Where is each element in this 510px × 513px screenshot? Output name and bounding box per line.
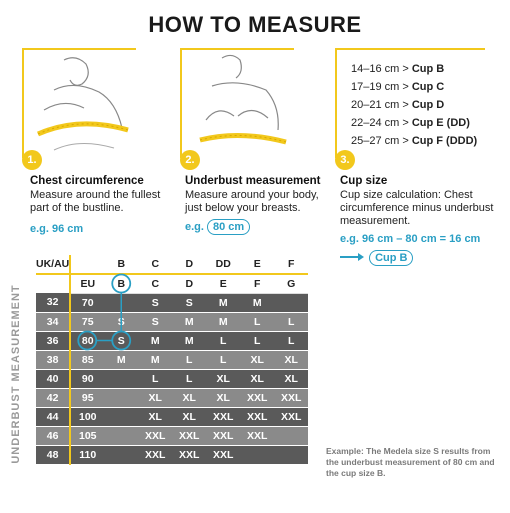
table-row [36,388,308,407]
table-header-cell [36,274,70,293]
step-3-example: e.g. 96 cm – 80 cm = 16 cm [340,233,481,245]
underbust-uk-cell: 40 [36,369,70,388]
size-cell: L [240,312,274,331]
underbust-eu-cell: 85 [70,350,104,369]
table-row [36,445,308,464]
step-2-heading: Underbust measurement [185,175,321,187]
size-cell [104,293,138,312]
table-header-cell: G [274,274,308,293]
table-header-cell: UK/AU [36,255,70,274]
size-cell [104,426,138,445]
size-cell: XXL [240,426,274,445]
size-cell: XXL [172,445,206,464]
size-cell: XL [138,407,172,426]
cup-range-row: 20–21 cm > Cup D [351,99,445,111]
underbust-uk-cell: 46 [36,426,70,445]
underbust-eu-cell: 95 [70,388,104,407]
step-3-text: Cup size calculation: Chest circumference minus underbust measurement. [340,189,494,227]
size-cell: S [104,331,138,350]
size-cell: XXL [206,407,240,426]
size-cell: M [172,312,206,331]
underbust-axis-label: UNDERBUST MEASUREMENT [10,284,22,464]
table-header-cell: F [274,255,308,274]
size-cell: XL [240,369,274,388]
underbust-uk-cell: 36 [36,331,70,350]
cup-range-row: 25–27 cm > Cup F (DDD) [351,135,478,147]
size-cell: L [138,369,172,388]
size-cell: XL [240,350,274,369]
size-cell: XXL [274,388,308,407]
table-row [36,369,308,388]
size-cell: M [138,331,172,350]
size-cell: M [206,293,240,312]
example-note: Example: The Medela size S results from the underbust measurement of 80 cm and the cup size B. [326,446,495,478]
table-header-row [36,274,308,293]
underbust-value-highlight: 80 cm [207,219,250,235]
table-row [36,293,308,312]
step-3-heading: Cup size [340,175,388,187]
size-cell [274,293,308,312]
size-cell: L [172,369,206,388]
underbust-uk-cell: 32 [36,293,70,312]
table-header-cell: B [104,274,138,293]
step-3-badge: 3. [335,150,355,170]
underbust-eu-cell: 80 [70,331,104,350]
table-header-cell: F [240,274,274,293]
table-header-cell: C [138,274,172,293]
size-cell: L [240,331,274,350]
underbust-uk-cell: 42 [36,388,70,407]
size-cell: M [104,350,138,369]
size-cell [104,407,138,426]
table-header-cell: D [172,255,206,274]
size-cell: XL [138,388,172,407]
size-cell [240,445,274,464]
size-cell: XXL [138,445,172,464]
size-cell: XXL [138,426,172,445]
size-cell: XXL [240,388,274,407]
table-header-cell: D [172,274,206,293]
size-cell [274,426,308,445]
cup-size-chart [335,48,485,158]
size-cell: L [274,331,308,350]
size-cell: S [138,293,172,312]
underbust-eu-cell: 70 [70,293,104,312]
size-cell: XXL [206,445,240,464]
table-header-cell: C [138,255,172,274]
size-cell: XL [206,388,240,407]
size-cell: L [206,350,240,369]
size-cell: S [172,293,206,312]
size-cell: L [274,312,308,331]
table-header-cell: B [104,255,138,274]
size-cell [104,445,138,464]
size-cell: M [206,312,240,331]
size-cell [104,388,138,407]
step-1-heading: Chest circumference [30,175,144,187]
size-cell: XL [172,388,206,407]
underbust-uk-cell: 48 [36,445,70,464]
size-cell: M [172,331,206,350]
table-row [36,426,308,445]
step-1-badge: 1. [22,150,42,170]
size-cell: XL [172,407,206,426]
step-1-text: Measure around the fullest part of the bustline. [30,189,161,214]
underbust-eu-cell: 105 [70,426,104,445]
underbust-eu-cell: 90 [70,369,104,388]
page-title: HOW TO MEASURE [148,12,362,37]
step-2-example: e.g. 80 cm [185,219,250,235]
size-cell: S [138,312,172,331]
size-cell: XXL [274,407,308,426]
chest-measure-illustration [22,48,136,158]
cup-range-row: 14–16 cm > Cup B [351,63,445,75]
size-cell: M [138,350,172,369]
table-header-cell: E [206,274,240,293]
step-3-result [340,250,413,266]
size-cell: XXL [172,426,206,445]
underbust-uk-cell: 34 [36,312,70,331]
size-cell [274,445,308,464]
table-row [36,312,308,331]
table-header-cell [70,255,104,274]
table-header-row [36,255,308,274]
size-cell: XL [206,369,240,388]
cup-range-row: 22–24 cm > Cup E (DD) [351,117,470,129]
step-1-info [30,175,180,215]
size-cell [104,369,138,388]
size-table [36,255,308,465]
step-2-text: Measure around your body, just below your breasts. [185,189,319,214]
underbust-eu-cell: 110 [70,445,104,464]
step-3-info [340,175,500,228]
size-cell: M [240,293,274,312]
table-row [36,350,308,369]
cup-result-highlight: Cup B [369,250,413,266]
size-cell: L [206,331,240,350]
table-row [36,331,308,350]
size-cell: XXL [240,407,274,426]
arrow-right-icon [340,252,366,265]
size-cell: S [104,312,138,331]
cup-range-row: 17–19 cm > Cup C [351,81,445,93]
underbust-uk-cell: 38 [36,350,70,369]
step-2-badge: 2. [180,150,200,170]
size-cell: XL [274,350,308,369]
table-header-cell: E [240,255,274,274]
table-row [36,407,308,426]
underbust-eu-cell: 75 [70,312,104,331]
table-header-cell: DD [206,255,240,274]
size-cell: L [172,350,206,369]
size-cell: XL [274,369,308,388]
step-2-info [185,175,335,215]
table-header-cell: EU [70,274,104,293]
underbust-eu-cell: 100 [70,407,104,426]
size-cell: XXL [206,426,240,445]
underbust-measure-illustration [180,48,294,158]
step-1-example: e.g. 96 cm [30,223,84,235]
underbust-uk-cell: 44 [36,407,70,426]
